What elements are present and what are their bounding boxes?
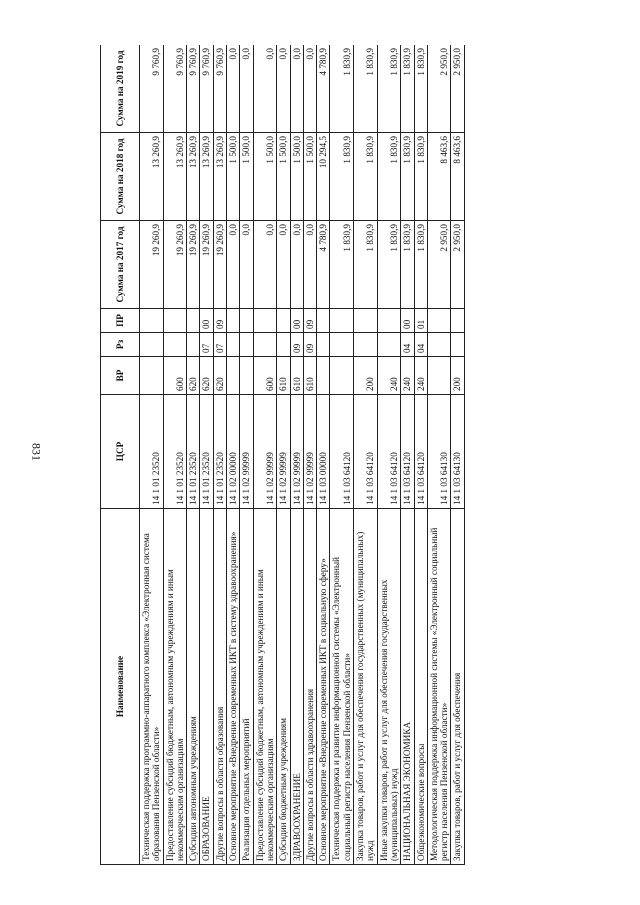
row-sum-2018: 10 294,5 [317, 133, 330, 221]
budget-table-sheet [100, 45, 565, 865]
row-sum-2019: 0,0 [277, 45, 290, 133]
row-name: Техническая поддержка и развитие информационной системы «Электронный социальный регистр населения Пензенской области» [330, 509, 354, 865]
header-2017: Сумма на 2017 год [101, 221, 140, 309]
row-csr: 14 1 02 99999 [290, 395, 303, 509]
row-vr: 620 [213, 357, 226, 395]
row-csr: 14 1 01 23520 [187, 395, 200, 509]
row-rz [163, 333, 187, 357]
row-sum-2017: 1 830,9 [354, 221, 378, 309]
page-number-text: 831 [29, 443, 44, 461]
row-rz [451, 333, 464, 357]
row-csr: 14 1 01 23520 [140, 395, 164, 509]
row-sum-2017: 19 260,9 [163, 221, 187, 309]
table-row [354, 45, 378, 865]
row-pr: 09 [303, 309, 316, 333]
table-row [240, 45, 253, 865]
table-row [303, 45, 316, 865]
table-header-row [101, 45, 140, 865]
row-name: Субсидии бюджетным учреждениям [277, 509, 290, 865]
row-pr [227, 309, 240, 333]
row-name: Закупка товаров, работ и услуг для обеспечения государственных (муниципальных) нужд [354, 509, 378, 865]
row-sum-2019: 1 830,9 [377, 45, 401, 133]
row-rz [253, 333, 277, 357]
table-body [140, 45, 465, 865]
row-name: Общеэкономические вопросы [414, 509, 427, 865]
row-sum-2018: 1 500,0 [240, 133, 253, 221]
row-csr: 14 1 03 64120 [330, 395, 354, 509]
header-name: Наименование [101, 509, 140, 865]
row-sum-2019: 9 760,9 [200, 45, 213, 133]
row-csr: 14 1 02 99999 [240, 395, 253, 509]
row-pr [427, 309, 451, 333]
row-sum-2018: 1 500,0 [227, 133, 240, 221]
row-vr [140, 357, 164, 395]
row-name: Закупка товаров, работ и услуг для обеспечения [451, 509, 464, 865]
row-rz [187, 333, 200, 357]
row-sum-2018: 1 500,0 [290, 133, 303, 221]
row-rz [330, 333, 354, 357]
row-sum-2017: 1 830,9 [330, 221, 354, 309]
row-csr: 14 1 03 64130 [427, 395, 451, 509]
row-rz [227, 333, 240, 357]
row-vr: 610 [303, 357, 316, 395]
row-csr: 14 1 02 00000 [227, 395, 240, 509]
row-sum-2019: 0,0 [303, 45, 316, 133]
row-vr: 620 [187, 357, 200, 395]
row-sum-2017: 1 830,9 [414, 221, 427, 309]
row-sum-2017: 19 260,9 [140, 221, 164, 309]
table-row [427, 45, 451, 865]
header-2019: Сумма на 2019 год [101, 45, 140, 133]
row-vr: 610 [277, 357, 290, 395]
row-sum-2019: 9 760,9 [213, 45, 226, 133]
row-sum-2018: 8 463,6 [427, 133, 451, 221]
row-sum-2017: 0,0 [277, 221, 290, 309]
row-sum-2019: 9 760,9 [163, 45, 187, 133]
table-row [187, 45, 200, 865]
header-rz: Рз [101, 333, 140, 357]
row-sum-2018: 1 830,9 [377, 133, 401, 221]
row-rz: 04 [414, 333, 427, 357]
row-sum-2018: 1 830,9 [414, 133, 427, 221]
row-sum-2018: 1 500,0 [303, 133, 316, 221]
row-name: Реализация отдельных мероприятий [240, 509, 253, 865]
row-pr [277, 309, 290, 333]
row-vr: 610 [290, 357, 303, 395]
row-name: Субсидии автономным учреждениям [187, 509, 200, 865]
row-sum-2018: 13 260,9 [140, 133, 164, 221]
table-row [227, 45, 240, 865]
row-vr: 240 [401, 357, 414, 395]
row-name: Иные закупки товаров, работ и услуг для обеспечения государственных (муниципальных) нужд [377, 509, 401, 865]
row-rz [277, 333, 290, 357]
row-sum-2019: 2 950,0 [451, 45, 464, 133]
row-sum-2017: 0,0 [227, 221, 240, 309]
row-csr: 14 1 03 00000 [317, 395, 330, 509]
row-name: Предоставление субсидий бюджетным, автономным учреждениям и иным некоммерческим организациям [253, 509, 277, 865]
table-row [213, 45, 226, 865]
row-sum-2019: 9 760,9 [140, 45, 164, 133]
row-sum-2019: 4 780,9 [317, 45, 330, 133]
row-sum-2019: 0,0 [240, 45, 253, 133]
table-row [377, 45, 401, 865]
row-rz [240, 333, 253, 357]
table-row [290, 45, 303, 865]
row-rz: 09 [303, 333, 316, 357]
row-name: Другие вопросы в области здравоохранения [303, 509, 316, 865]
row-sum-2019: 0,0 [290, 45, 303, 133]
rotated-table-container [100, 45, 565, 865]
table-row [414, 45, 427, 865]
row-csr: 14 1 02 99999 [303, 395, 316, 509]
row-pr: 00 [200, 309, 213, 333]
row-sum-2018: 1 830,9 [354, 133, 378, 221]
row-pr [354, 309, 378, 333]
row-csr: 14 1 03 64130 [451, 395, 464, 509]
header-2018: Сумма на 2018 год [101, 133, 140, 221]
row-pr: 01 [414, 309, 427, 333]
row-csr: 14 1 01 23520 [200, 395, 213, 509]
table-row [163, 45, 187, 865]
row-csr: 14 1 01 23520 [163, 395, 187, 509]
header-csr: ЦСР [101, 395, 140, 509]
row-pr [451, 309, 464, 333]
row-sum-2017: 0,0 [253, 221, 277, 309]
header-pr: ПР [101, 309, 140, 333]
row-vr: 200 [451, 357, 464, 395]
row-name: Основное мероприятие «Внедрение современных ИКТ в социальную сферу» [317, 509, 330, 865]
row-csr: 14 1 03 64120 [414, 395, 427, 509]
row-vr: 240 [377, 357, 401, 395]
row-vr [427, 357, 451, 395]
row-rz [354, 333, 378, 357]
row-sum-2019: 1 830,9 [354, 45, 378, 133]
row-vr: 620 [200, 357, 213, 395]
table-row [140, 45, 164, 865]
row-sum-2017: 1 830,9 [401, 221, 414, 309]
row-pr: 00 [290, 309, 303, 333]
row-sum-2018: 1 500,0 [253, 133, 277, 221]
row-sum-2019: 0,0 [227, 45, 240, 133]
row-sum-2017: 19 260,9 [213, 221, 226, 309]
table-row [401, 45, 414, 865]
row-sum-2018: 13 260,9 [213, 133, 226, 221]
row-vr: 600 [163, 357, 187, 395]
row-name: НАЦИОНАЛЬНАЯ ЭКОНОМИКА [401, 509, 414, 865]
row-pr [317, 309, 330, 333]
row-sum-2018: 13 260,9 [187, 133, 200, 221]
row-sum-2017: 19 260,9 [187, 221, 200, 309]
row-sum-2017: 0,0 [290, 221, 303, 309]
budget-table [100, 45, 465, 865]
row-sum-2018: 1 830,9 [401, 133, 414, 221]
row-sum-2018: 13 260,9 [200, 133, 213, 221]
row-sum-2017: 2 950,0 [451, 221, 464, 309]
row-rz [317, 333, 330, 357]
row-csr: 14 1 03 64120 [377, 395, 401, 509]
row-vr [240, 357, 253, 395]
row-pr [377, 309, 401, 333]
header-vr: ВР [101, 357, 140, 395]
row-csr: 14 1 01 23520 [213, 395, 226, 509]
table-row [253, 45, 277, 865]
row-pr [140, 309, 164, 333]
row-name: Методологическая поддержка информационной системы «Электронный социальный регистр населения Пензенской области» [427, 509, 451, 865]
row-csr: 14 1 03 64120 [401, 395, 414, 509]
row-sum-2017: 0,0 [303, 221, 316, 309]
row-pr [240, 309, 253, 333]
row-vr [330, 357, 354, 395]
row-sum-2018: 8 463,6 [451, 133, 464, 221]
row-csr: 14 1 02 99999 [277, 395, 290, 509]
row-rz [140, 333, 164, 357]
row-sum-2019: 1 830,9 [414, 45, 427, 133]
row-name: ЗДРАВООХРАНЕНИЕ [290, 509, 303, 865]
row-rz: 04 [401, 333, 414, 357]
row-rz [427, 333, 451, 357]
row-rz: 07 [200, 333, 213, 357]
table-row [451, 45, 464, 865]
row-vr: 200 [354, 357, 378, 395]
row-sum-2019: 0,0 [253, 45, 277, 133]
page-number [0, 0, 44, 905]
row-sum-2019: 2 950,0 [427, 45, 451, 133]
row-sum-2017: 2 950,0 [427, 221, 451, 309]
row-sum-2017: 19 260,9 [200, 221, 213, 309]
row-name: Предоставление субсидий бюджетным, автономным учреждениям и иным некоммерческим организациям [163, 509, 187, 865]
row-csr: 14 1 02 99999 [253, 395, 277, 509]
row-csr: 14 1 03 64120 [354, 395, 378, 509]
row-vr [227, 357, 240, 395]
table-row [317, 45, 330, 865]
row-name: Другие вопросы в области образования [213, 509, 226, 865]
row-pr [187, 309, 200, 333]
row-pr [253, 309, 277, 333]
row-sum-2018: 13 260,9 [163, 133, 187, 221]
row-sum-2019: 1 830,9 [330, 45, 354, 133]
row-pr: 00 [401, 309, 414, 333]
row-sum-2017: 0,0 [240, 221, 253, 309]
row-sum-2017: 4 780,9 [317, 221, 330, 309]
row-pr [330, 309, 354, 333]
row-sum-2019: 1 830,9 [401, 45, 414, 133]
row-name: ОБРАЗОВАНИЕ [200, 509, 213, 865]
row-sum-2018: 1 830,9 [330, 133, 354, 221]
row-pr: 09 [213, 309, 226, 333]
table-row [200, 45, 213, 865]
row-pr [163, 309, 187, 333]
row-rz: 09 [290, 333, 303, 357]
row-sum-2017: 1 830,9 [377, 221, 401, 309]
table-row [330, 45, 354, 865]
row-name: Техническая поддержка программно-аппаратного комплекса «Электронная система образования Пензенской области» [140, 509, 164, 865]
row-vr [317, 357, 330, 395]
row-name: Основное мероприятие «Внедрение современных ИКТ в систему здравоохранения» [227, 509, 240, 865]
row-vr: 600 [253, 357, 277, 395]
row-rz [377, 333, 401, 357]
table-row [277, 45, 290, 865]
row-sum-2019: 9 760,9 [187, 45, 200, 133]
row-sum-2018: 1 500,0 [277, 133, 290, 221]
row-rz: 07 [213, 333, 226, 357]
row-vr: 240 [414, 357, 427, 395]
